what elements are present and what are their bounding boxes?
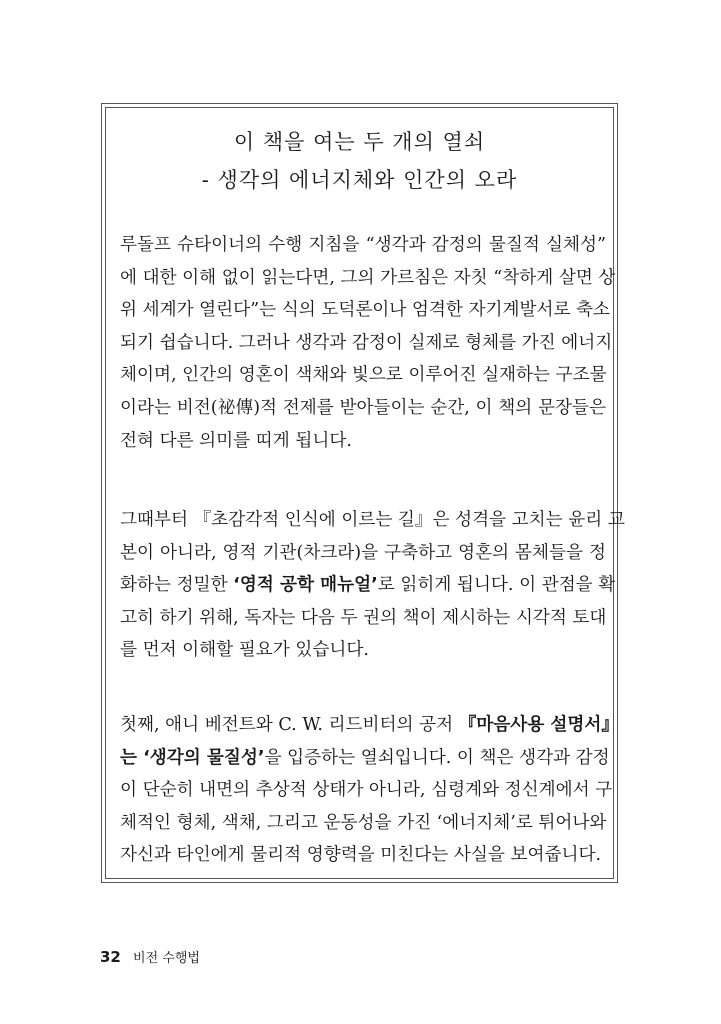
text-segment: 체이며, 인간의 영혼이 색채와 빛으로 이루어진 실재하는 구조물 (120, 365, 607, 386)
text-box-frame (101, 103, 625, 883)
text-line (120, 392, 606, 425)
text-segment: 루돌프 슈타이너의 수행 지침을 “생각과 감정의 물질적 실체성” (120, 235, 606, 255)
text-segment: 체적인 형체, 색채, 그리고 운동성을 가진 ‘에너지체’로 튀어나와 (120, 812, 607, 833)
text-line (120, 425, 606, 458)
text-segment: 로 읽히게 됩니다. 이 관점을 확 (377, 575, 616, 596)
text-segment: 이라는 비전(祕傳)적 전제를 받아들이는 순간, 이 책의 문장들은 (120, 397, 606, 418)
text-line (120, 327, 613, 360)
text-segment: 되기 쉽습니다. 그러나 생각과 감정이 실제로 형체를 가진 에너지 (120, 332, 613, 353)
text-line (120, 537, 606, 570)
text-segment: 을 입증하는 열쇠입니다. 이 책은 생각과 감정 (264, 747, 610, 768)
text-line (120, 602, 606, 635)
paragraph-3 (120, 709, 619, 872)
text-line (120, 839, 606, 872)
text-segment: 본이 아니라, 영적 기관(차크라)을 구축하고 영혼의 몸체들을 정 (120, 542, 606, 563)
text-line (120, 807, 606, 840)
text-segment: 에 대한 이해 없이 읽는다면, 그의 가르침은 자칫 “착하게 살면 상 (120, 267, 616, 288)
text-segment: 위 세계가 열린다”는 식의 도덕론이나 엄격한 자기계발서로 축소 (120, 300, 611, 321)
text-segment: 자신과 타인에게 물리적 영향력을 미친다는 사실을 보여줍니다. (120, 845, 602, 866)
text-line (120, 262, 616, 295)
text-segment: 첫째, 애니 베전트와 C. W. 리드비터의 공저 (120, 715, 459, 735)
page-footer (100, 947, 200, 966)
bold-text: ‘영적 공학 매뉴얼’ (233, 575, 378, 596)
bold-text: 『마음사용 설명서』 (458, 715, 619, 735)
text-line (120, 709, 619, 742)
text-line (120, 569, 616, 602)
paragraph-2 (120, 504, 625, 667)
text-segment: 이 단순히 내면의 추상적 상태가 아니라, 심령계와 정신계에서 구 (120, 780, 613, 801)
page-number: 32 (100, 948, 121, 966)
text-segment: 화하는 정밀한 (120, 575, 234, 596)
text-line (120, 359, 606, 392)
text-segment: 전혀 다른 의미를 띠게 됩니다. (120, 430, 352, 451)
text-line (120, 634, 606, 667)
running-title: 비전 수행법 (133, 951, 200, 966)
box-subtitle: - 생각의 에너지체와 인간의 오라 (201, 168, 518, 192)
text-segment: 그때부터 『초감각적 인식에 이르는 길』은 성격을 고치는 윤리 교 (120, 510, 625, 530)
text-line (120, 294, 611, 327)
box-title: 이 책을 여는 두 개의 열쇠 (233, 130, 486, 154)
bold-text: 는 ‘생각의 물질성’ (120, 747, 265, 768)
text-line (120, 504, 625, 537)
text-line (120, 742, 610, 775)
paragraph-1 (120, 229, 616, 457)
text-segment: 고히 하기 위해, 독자는 다음 두 권의 책이 제시하는 시각적 토대 (120, 607, 607, 628)
text-line (120, 774, 613, 807)
text-segment: 를 먼저 이해할 필요가 있습니다. (120, 640, 369, 661)
text-line (120, 229, 606, 262)
text-box-inner-border (105, 107, 625, 879)
